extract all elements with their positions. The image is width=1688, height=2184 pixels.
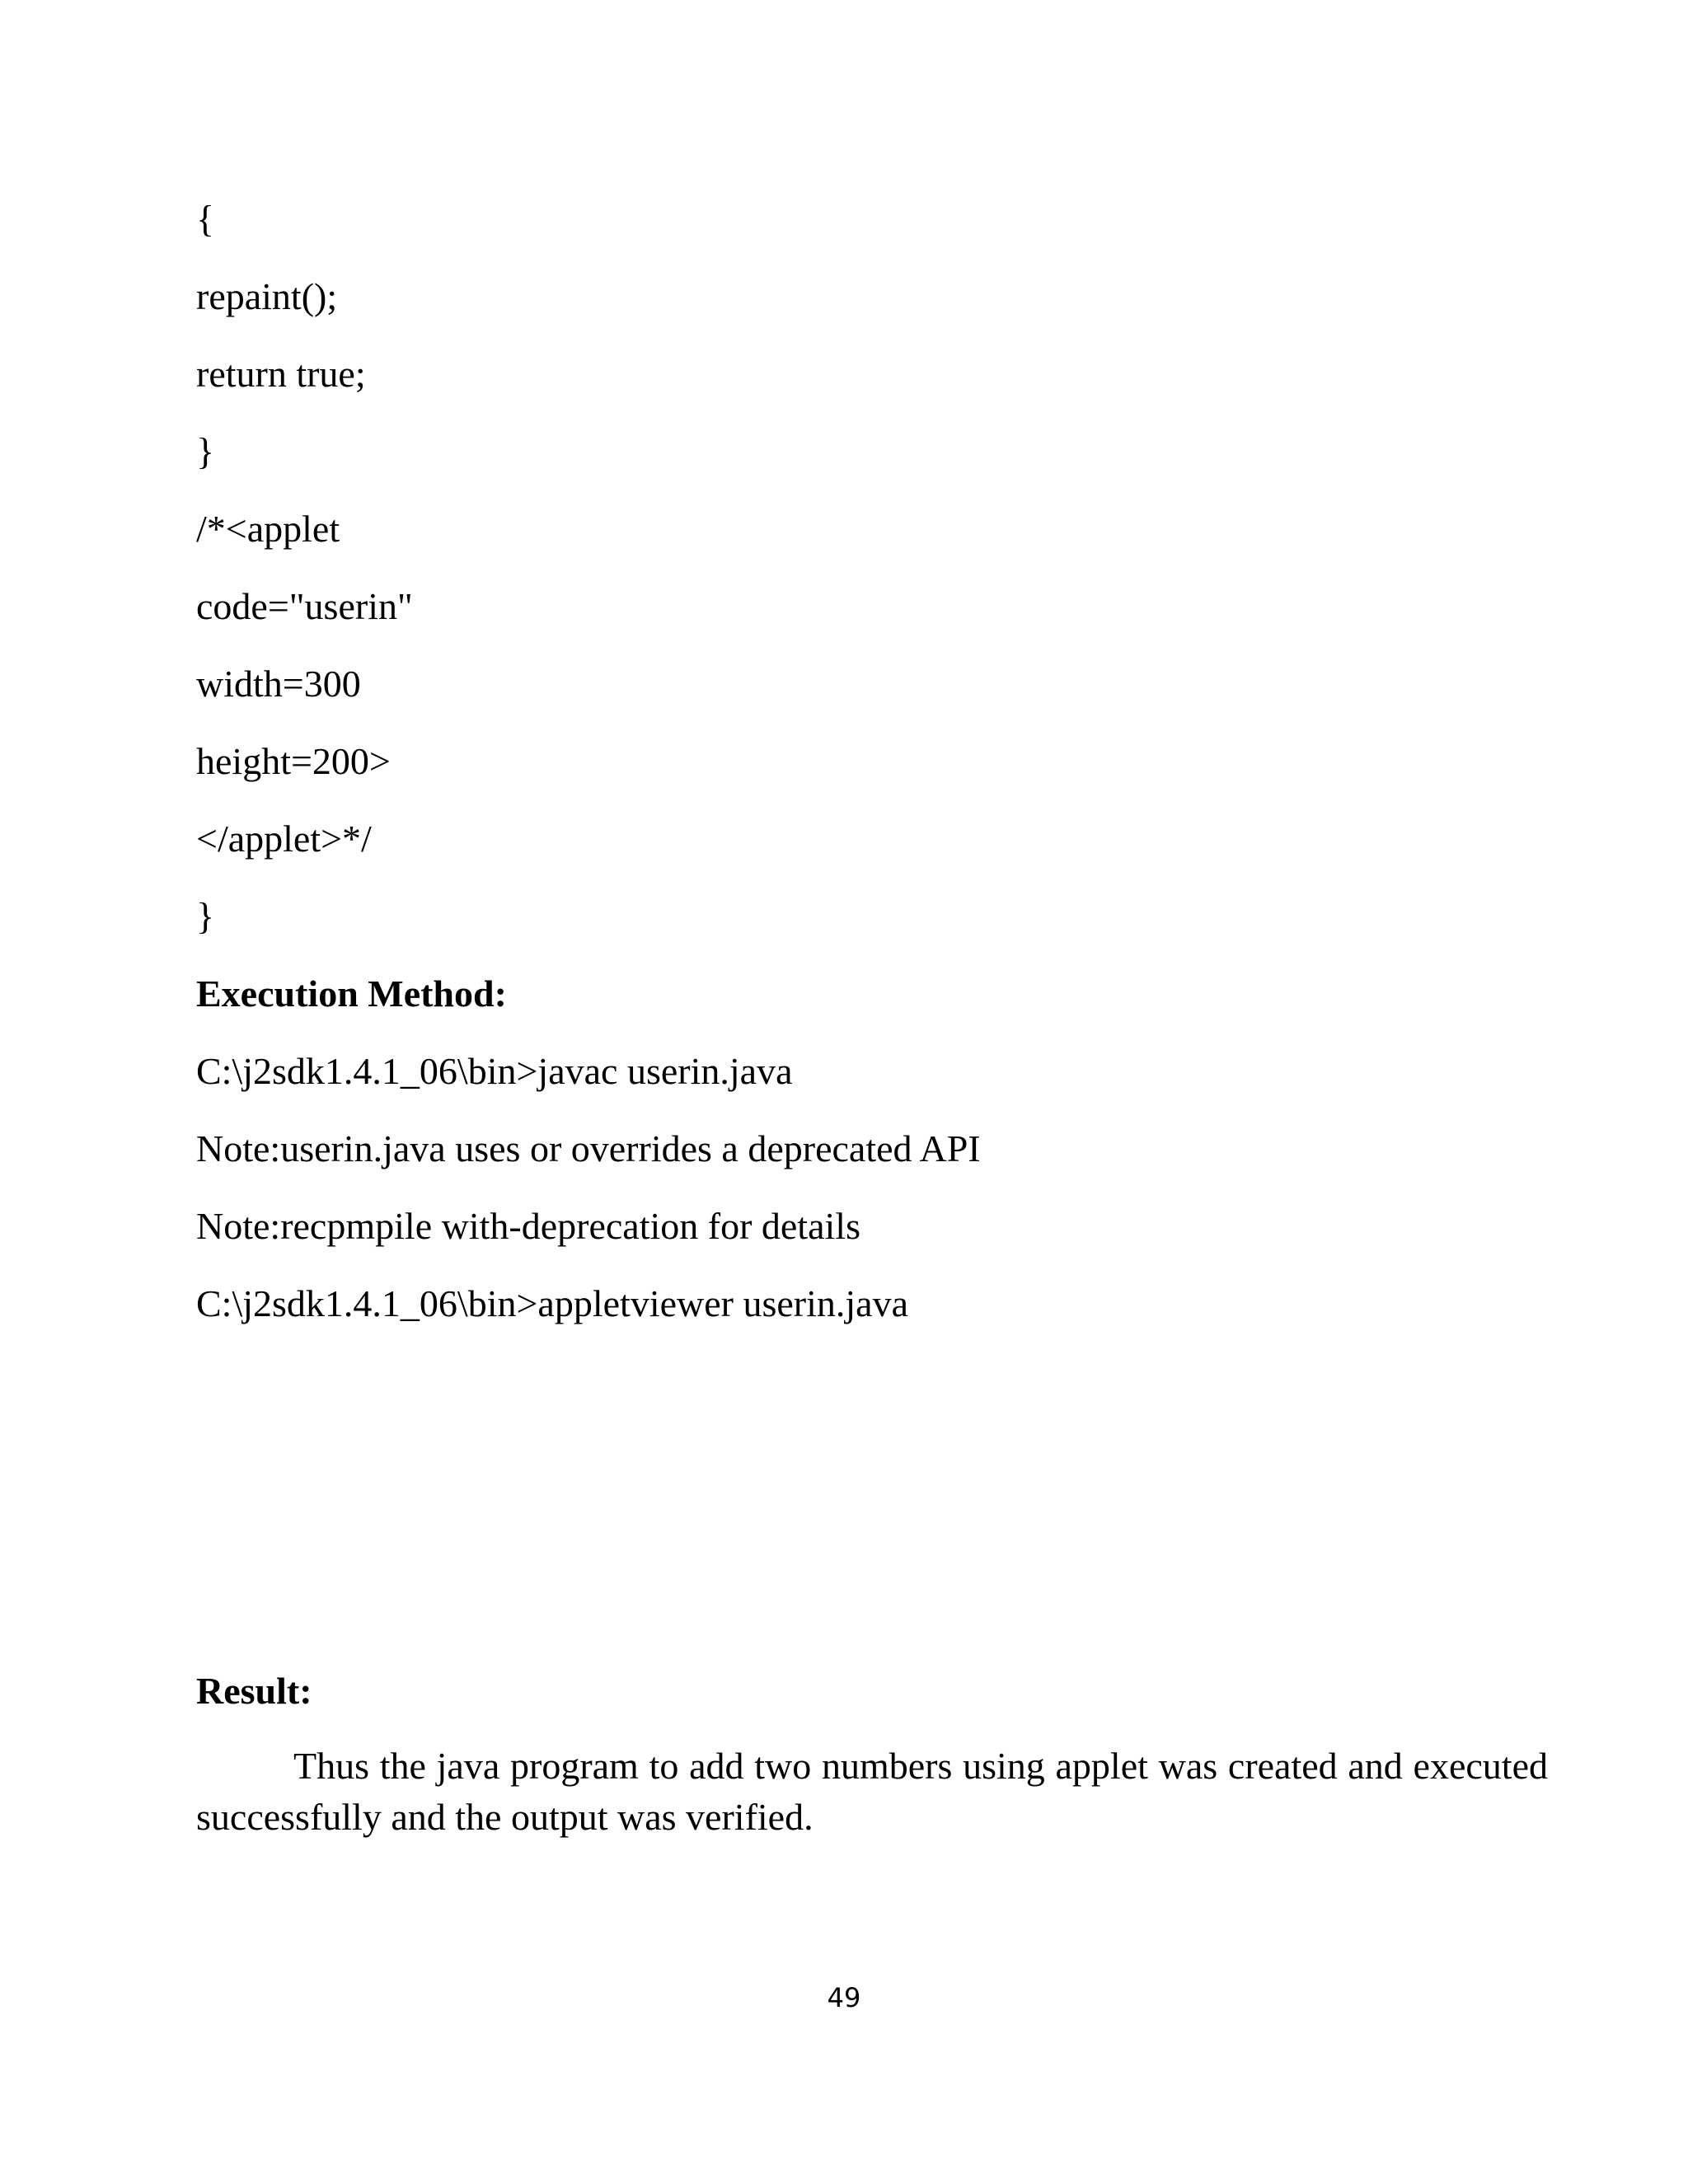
code-line: { — [196, 198, 215, 240]
result-paragraph: Thus the java program to add two numbers using applet was created and executed successfully and the output was verified. — [196, 1745, 1548, 1838]
code-line: width=300 — [196, 663, 361, 705]
execution-line: Note:userin.java uses or overrides a deprecated API — [196, 1127, 981, 1169]
page-number: 49 — [827, 1982, 861, 2013]
code-line: repaint(); — [196, 275, 338, 317]
execution-line: C:\j2sdk1.4.1_06\bin>appletviewer userin.java — [196, 1282, 909, 1324]
execution-line: Note:recpmpile with-deprecation for details — [196, 1205, 860, 1247]
code-line: /*<applet — [196, 508, 340, 550]
code-line: } — [196, 895, 215, 937]
code-line: height=200> — [196, 740, 391, 782]
execution-method-heading: Execution Method: — [196, 972, 507, 1015]
code-line: } — [196, 430, 215, 472]
code-line: return true; — [196, 353, 366, 395]
code-line: </applet>*/ — [196, 818, 372, 860]
code-line: code="userin" — [196, 585, 413, 627]
execution-line: C:\j2sdk1.4.1_06\bin>javac userin.java — [196, 1050, 793, 1092]
result-heading: Result: — [196, 1670, 312, 1712]
